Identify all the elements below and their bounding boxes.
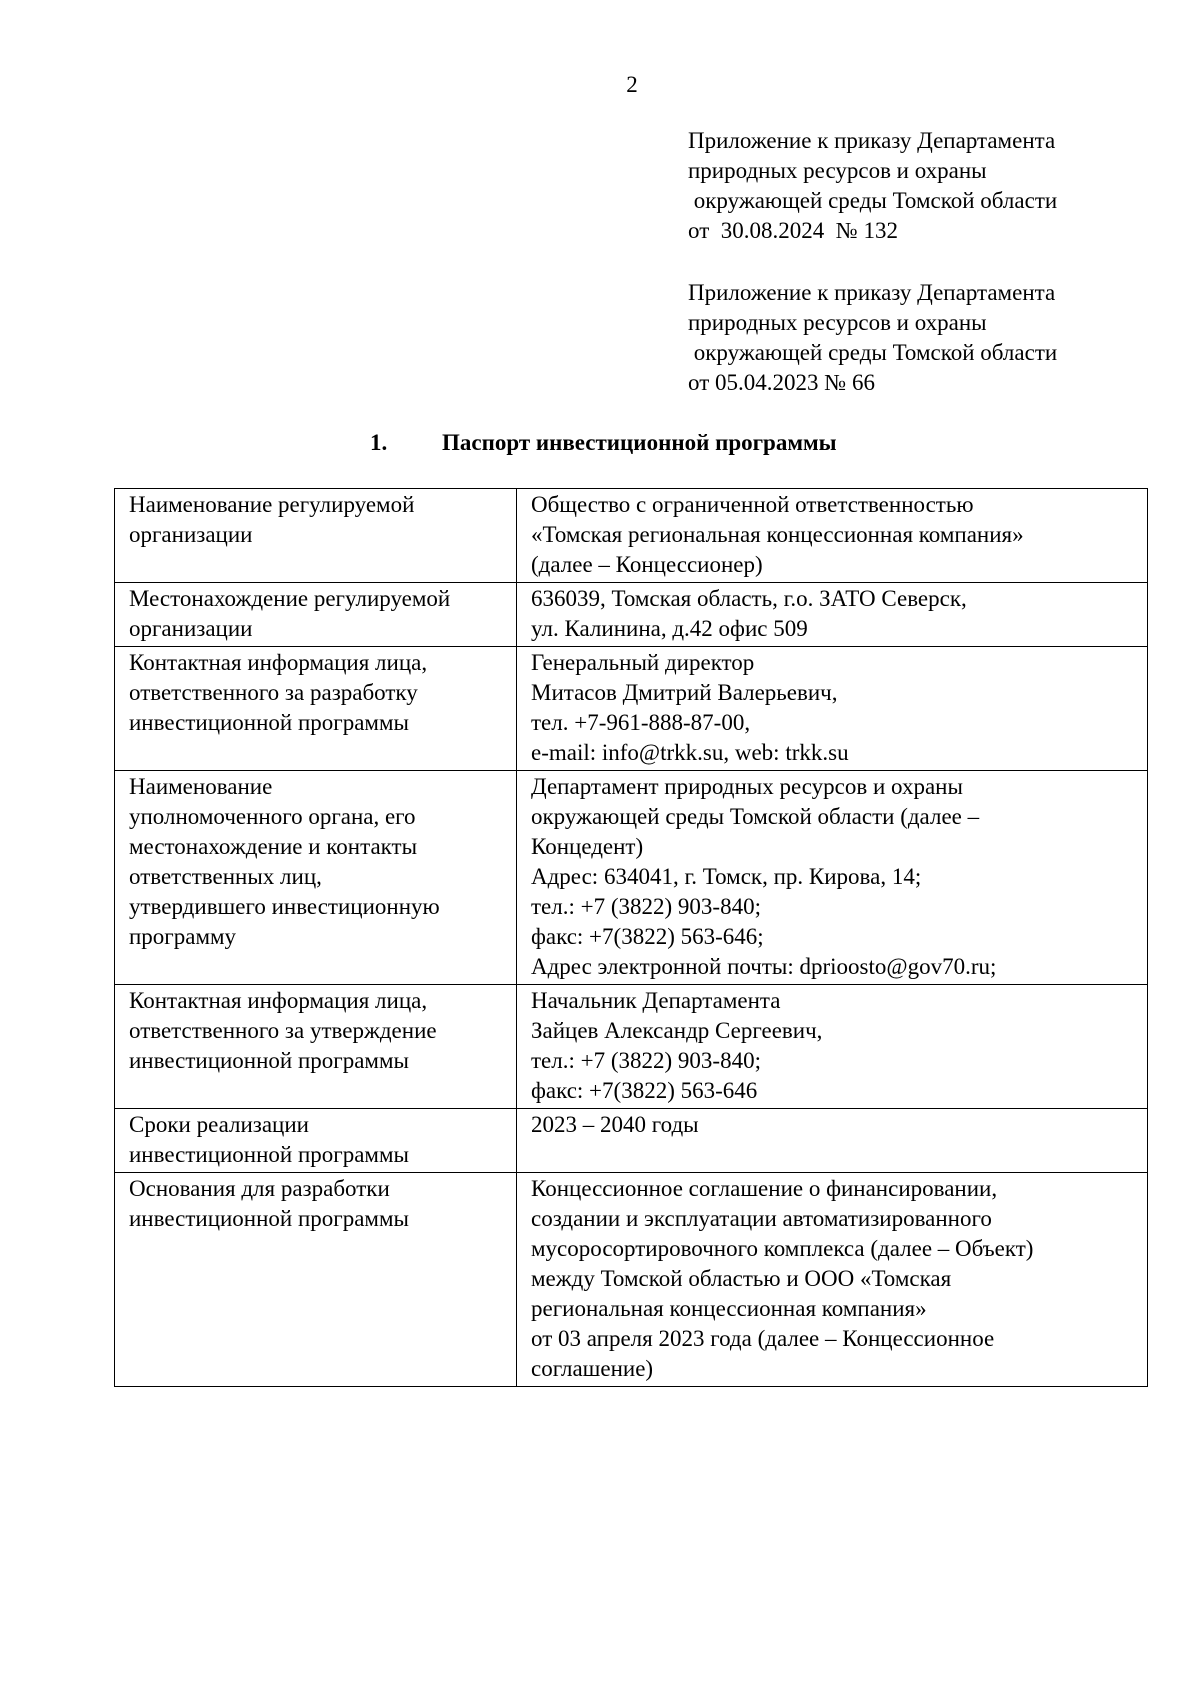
cell-text-line: Основания для разработки (129, 1176, 390, 1201)
appendix-reference-current (688, 126, 1168, 246)
cell-text-line: ул. Калинина, д.42 офис 509 (531, 616, 808, 641)
cell-text-line: Контактная информация лица, (129, 988, 428, 1013)
cell-text-line: факс: +7(3822) 563-646 (531, 1078, 758, 1103)
value-cell (517, 583, 1148, 647)
page-number: 2 (626, 72, 638, 97)
cell-text-line: Генеральный директор (531, 650, 755, 675)
cell-text-line: программу (129, 924, 237, 949)
label-cell (115, 985, 517, 1109)
cell-text-line: Общество с ограниченной ответственностью (531, 492, 974, 517)
section-number: 1. (370, 430, 388, 455)
table-row (115, 583, 1148, 647)
cell-text-line: уполномоченного органа, его (129, 804, 416, 829)
label-cell (115, 489, 517, 583)
table-row (115, 771, 1148, 985)
label-cell (115, 647, 517, 771)
cell-text-line: утвердившего инвестиционную (129, 894, 440, 919)
cell-text-line: Адрес электронной почты: dprioosto@gov70.ru; (531, 954, 997, 979)
table-row (115, 1173, 1148, 1387)
value-cell (517, 489, 1148, 583)
cell-text-line: «Томская региональная концессионная компания» (531, 522, 1024, 547)
cell-text-line: тел. +7-961-888-87-00, (531, 710, 751, 735)
cell-text-line: факс: +7(3822) 563-646; (531, 924, 764, 949)
appendix-line: от 30.08.2024 № 132 (688, 218, 898, 243)
cell-text-line: Начальник Департамента (531, 988, 781, 1013)
appendix-line: окружающей среды Томской области (688, 188, 1058, 213)
cell-text-line: ответственных лиц, (129, 864, 322, 889)
cell-text-line: ответственного за утверждение (129, 1018, 437, 1043)
cell-text-line: окружающей среды Томской области (далее – (531, 804, 980, 829)
cell-text-line: региональная концессионная компания» (531, 1296, 927, 1321)
cell-text-line: Концедент) (531, 834, 644, 859)
value-cell (517, 1109, 1148, 1173)
appendix-reference-original (688, 278, 1168, 398)
cell-text-line: организации (129, 522, 253, 547)
cell-text-line: тел.: +7 (3822) 903-840; (531, 1048, 761, 1073)
label-cell (115, 1173, 517, 1387)
cell-text-line: инвестиционной программы (129, 1048, 409, 1073)
cell-text-line: Адрес: 634041, г. Томск, пр. Кирова, 14; (531, 864, 922, 889)
cell-text-line: Департамент природных ресурсов и охраны (531, 774, 963, 799)
cell-text-line: (далее – Концессионер) (531, 552, 763, 577)
cell-text-line: мусоросортировочного комплекса (далее – Объект) (531, 1236, 1034, 1261)
value-cell (517, 647, 1148, 771)
label-cell (115, 1109, 517, 1173)
cell-text-line: создании и эксплуатации автоматизированного (531, 1206, 992, 1231)
cell-text-line: Митасов Дмитрий Валерьевич, (531, 680, 838, 705)
cell-text-line: Концессионное соглашение о финансировании, (531, 1176, 998, 1201)
cell-text-line: от 03 апреля 2023 года (далее – Концессионное (531, 1326, 995, 1351)
cell-text-line: 636039, Томская область, г.о. ЗАТО Северск, (531, 586, 967, 611)
cell-text-line: соглашение) (531, 1356, 654, 1381)
section-heading (370, 430, 837, 456)
appendix-line: Приложение к приказу Департамента (688, 280, 1056, 305)
section-title: Паспорт инвестиционной программы (442, 430, 837, 455)
cell-text-line: Сроки реализации (129, 1112, 309, 1137)
table-row (115, 985, 1148, 1109)
appendix-line: природных ресурсов и охраны (688, 310, 987, 335)
investment-program-passport-table (114, 488, 1148, 1387)
appendix-line: от 05.04.2023 № 66 (688, 370, 875, 395)
label-cell (115, 583, 517, 647)
cell-text-line: ответственного за разработку (129, 680, 418, 705)
table-row (115, 1109, 1148, 1173)
cell-text-line: инвестиционной программы (129, 1142, 409, 1167)
appendix-line: окружающей среды Томской области (688, 340, 1058, 365)
appendix-line: природных ресурсов и охраны (688, 158, 987, 183)
cell-text-line: Контактная информация лица, (129, 650, 428, 675)
appendix-line: Приложение к приказу Департамента (688, 128, 1056, 153)
cell-text-line: Зайцев Александр Сергеевич, (531, 1018, 823, 1043)
cell-text-line: 2023 – 2040 годы (531, 1112, 699, 1137)
cell-text-line: инвестиционной программы (129, 710, 409, 735)
cell-text-line: организации (129, 616, 253, 641)
label-cell (115, 771, 517, 985)
cell-text-line: Наименование (129, 774, 273, 799)
value-cell (517, 771, 1148, 985)
table-row (115, 647, 1148, 771)
value-cell (517, 1173, 1148, 1387)
cell-text-line: e-mail: info@trkk.su, web: trkk.su (531, 740, 849, 765)
cell-text-line: тел.: +7 (3822) 903-840; (531, 894, 761, 919)
value-cell (517, 985, 1148, 1109)
cell-text-line: местонахождение и контакты (129, 834, 418, 859)
table-row (115, 489, 1148, 583)
cell-text-line: Местонахождение регулируемой (129, 586, 451, 611)
cell-text-line: Наименование регулируемой (129, 492, 415, 517)
cell-text-line: инвестиционной программы (129, 1206, 409, 1231)
cell-text-line: между Томской областью и ООО «Томская (531, 1266, 952, 1291)
